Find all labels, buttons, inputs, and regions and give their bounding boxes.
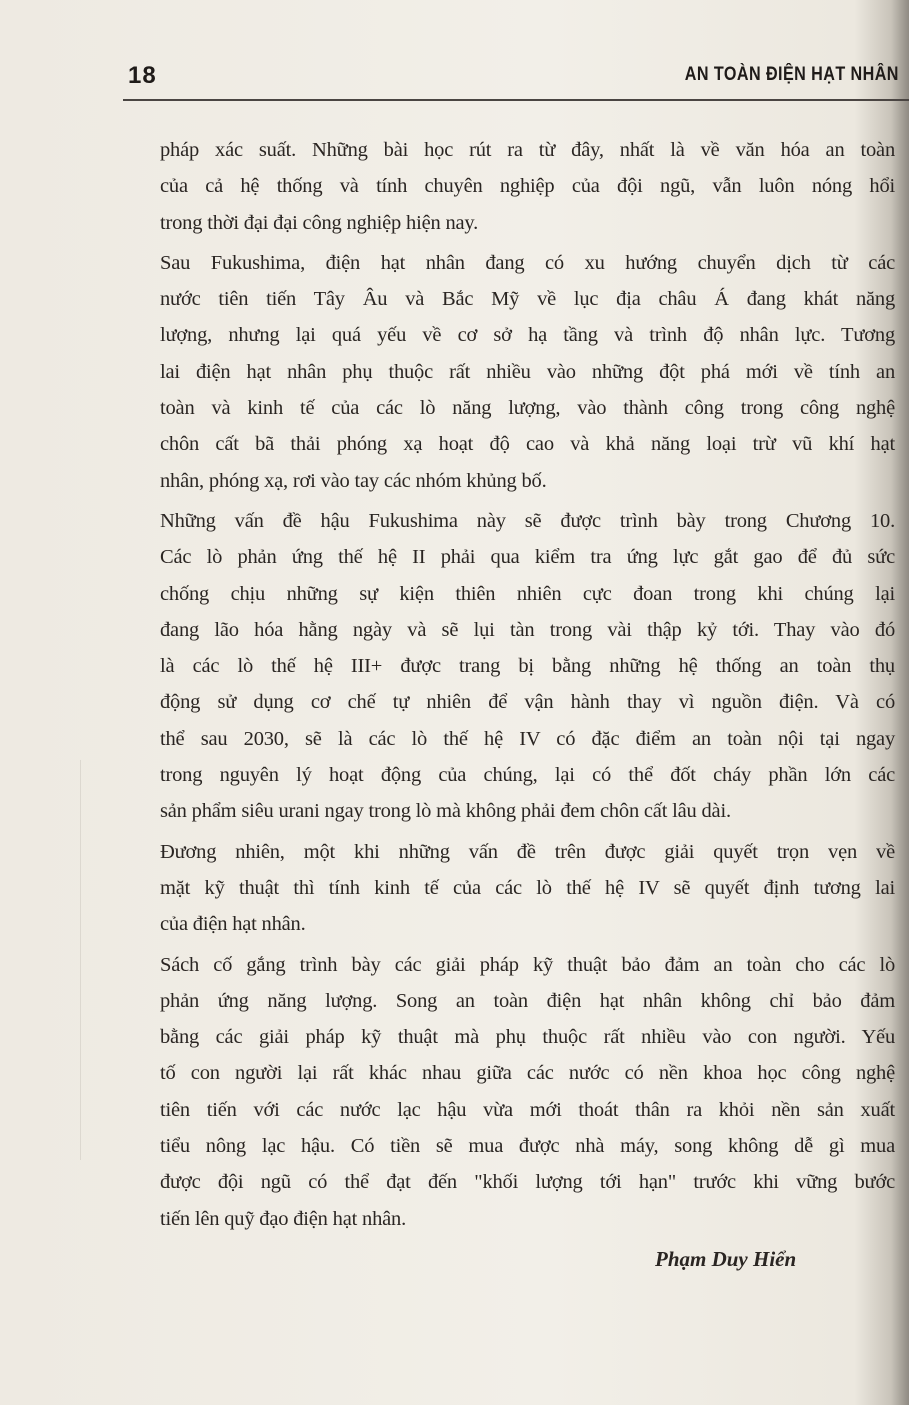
text-line: tố con người lại rất khác nhau giữa các nước có nền khoa học công nghệ <box>160 1062 895 1085</box>
text-line: tiểu nông lạc hậu. Có tiền sẽ mua được nhà máy, song không dễ gì mua <box>160 1135 895 1158</box>
paragraph <box>160 947 895 1237</box>
paragraph <box>160 245 895 499</box>
text-line: nhân, phóng xạ, rơi vào tay các nhóm khủng bố. <box>160 469 547 492</box>
text-line: nước tiên tiến Tây Âu và Bắc Mỹ về lục địa châu Á đang khát năng <box>160 288 895 311</box>
paragraph <box>160 132 895 241</box>
text-line: của điện hạt nhân. <box>160 913 306 936</box>
text-line: sản phẩm siêu urani ngay trong lò mà không phải đem chôn cất lâu dài. <box>160 800 731 823</box>
text-line: trong nguyên lý hoạt động của chúng, lại có thể đốt cháy phần lớn các <box>160 764 895 787</box>
text-line: chống chịu những sự kiện thiên nhiên cực đoan trong khi chúng lại <box>160 582 895 605</box>
body-text <box>160 132 895 1241</box>
text-line: thể sau 2030, sẽ là các lò thế hệ IV có đặc điểm an toàn nội tại ngay <box>160 727 895 750</box>
text-line: Những vấn đề hậu Fukushima này sẽ được trình bày trong Chương 10. <box>160 509 895 532</box>
header-rule <box>123 99 909 101</box>
text-line: Sau Fukushima, điện hạt nhân đang có xu hướng chuyển dịch từ các <box>160 251 895 274</box>
text-line: Đương nhiên, một khi những vấn đề trên được giải quyết trọn vẹn về <box>160 840 895 863</box>
running-title: AN TOÀN ĐIỆN HẠT NHÂN <box>684 64 899 85</box>
text-line: được đội ngũ có thể đạt đến "khối lượng tới hạn" trước khi vững bước <box>160 1171 895 1194</box>
text-line: Các lò phản ứng thế hệ II phải qua kiểm tra ứng lực gắt gao để đủ sức <box>160 546 895 569</box>
text-line: là các lò thế hệ III+ được trang bị bằng những hệ thống an toàn thụ <box>160 655 895 678</box>
text-line: lai điện hạt nhân phụ thuộc rất nhiều vào những đột phá mới về tính an <box>160 360 895 383</box>
page-number: 18 <box>128 62 157 89</box>
text-line: lượng, nhưng lại quá yếu về cơ sở hạ tầng và trình độ nhân lực. Tương <box>160 324 895 347</box>
text-line: toàn và kinh tế của các lò năng lượng, vào thành công trong công nghệ <box>160 397 895 420</box>
text-line: tiên tiến với các nước lạc hậu vừa mới thoát thân ra khỏi nền sản xuất <box>160 1098 895 1121</box>
text-line: trong thời đại đại công nghiệp hiện nay. <box>160 211 479 234</box>
text-line: pháp xác suất. Những bài học rút ra từ đây, nhất là về văn hóa an toàn <box>160 139 895 161</box>
text-line: bằng các giải pháp kỹ thuật mà phụ thuộc rất nhiều vào con người. Yếu <box>160 1026 895 1049</box>
text-line: của cả hệ thống và tính chuyên nghiệp của đội ngũ, vẫn luôn nóng hổi <box>160 175 895 198</box>
paragraph <box>160 834 895 943</box>
text-line: phản ứng năng lượng. Song an toàn điện hạt nhân không chỉ bảo đảm <box>160 989 895 1012</box>
text-line: Sách cố gắng trình bày các giải pháp kỹ thuật bảo đảm an toàn cho các lò <box>160 953 895 976</box>
text-line: động sử dụng cơ chế tự nhiên để vận hành thay vì nguồn điện. Và có <box>160 691 895 714</box>
text-line: chôn cất bã thải phóng xạ hoạt độ cao và khả năng loại trừ vũ khí hạt <box>160 433 895 456</box>
text-line: đang lão hóa hằng ngày và sẽ lụi tàn trong vài thập kỷ tới. Thay vào đó <box>160 618 895 641</box>
text-line: mặt kỹ thuật thì tính kinh tế của các lò thế hệ IV sẽ quyết định tương lai <box>160 876 895 899</box>
text-line: tiến lên quỹ đạo điện hạt nhân. <box>160 1207 406 1230</box>
author-signature: Phạm Duy Hiển <box>655 1247 797 1271</box>
page-fold-shadow <box>80 760 81 1160</box>
paragraph <box>160 503 895 830</box>
